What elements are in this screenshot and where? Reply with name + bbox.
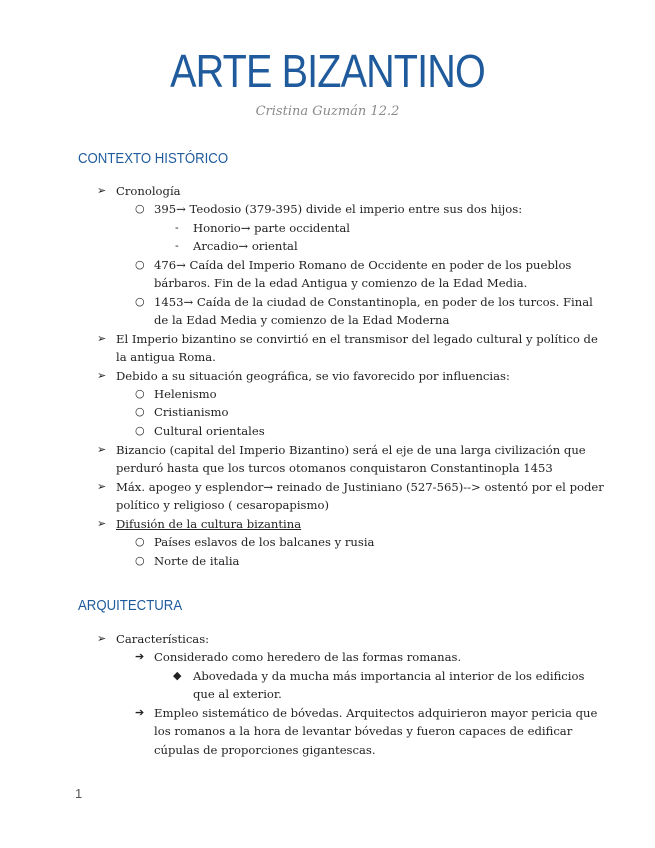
circle-bullet-icon: ○ [135,535,145,548]
arrowhead-bullet-icon: ➢ [97,517,107,530]
circle-bullet-icon: ○ [135,405,145,418]
list-item: Características: [116,632,210,646]
list-item: Arcadio→ oriental [193,239,298,253]
circle-bullet-icon: ○ [135,202,145,215]
list-item: Empleo sistemático de bóvedas. Arquitectos adquirieron mayor pericia que [154,706,598,720]
arrowhead-bullet-icon: ➢ [97,369,107,382]
list-item: Cristianismo [154,405,229,419]
list-item: Helenismo [154,387,217,401]
circle-bullet-icon: ○ [135,295,145,308]
arrowhead-bullet-icon: ➢ [97,332,107,345]
circle-bullet-icon: ○ [135,424,145,437]
dash-bullet-icon: - [175,239,179,252]
document-subtitle: Cristina Guzmán 12.2 [255,104,400,119]
list-item-continuation: bárbaros. Fin de la edad Antigua y comienzo de la Edad Media. [154,276,528,290]
list-item-continuation: cúpulas de proporciones gigantescas. [154,743,376,757]
circle-bullet-icon: ○ [135,387,145,400]
section-heading-arquitectura: ARQUITECTURA [78,597,183,614]
list-item: Máx. apogeo y esplendor→ reinado de Justiniano (527-565)--> ostentó por el poder [116,480,604,494]
list-item: 395→ Teodosio (379-395) divide el imperio entre sus dos hijos: [154,202,523,216]
list-item-continuation: los romanos a la hora de levantar bóvedas y fueron capaces de edificar [154,724,573,738]
list-item: Norte de italia [154,554,240,568]
arrowhead-bullet-icon: ➢ [97,480,107,493]
arrow-bullet-icon: ➔ [135,650,145,663]
circle-bullet-icon: ○ [135,554,145,567]
list-item-underlined: Difusión de la cultura bizantina [116,517,302,531]
document-title: ARTE BIZANTINO [170,45,485,97]
list-item: Honorio→ parte occidental [193,221,350,235]
list-item: Cronología [116,184,181,198]
list-item-continuation: político y religioso ( cesaropapismo) [116,498,329,512]
list-item: 1453→ Caída de la ciudad de Constantinopla, en poder de los turcos. Final [154,295,593,309]
list-item-continuation: que al exterior. [193,687,282,701]
page-number: 1 [75,786,83,801]
list-item: El Imperio bizantino se convirtió en el transmisor del legado cultural y político de [116,332,598,346]
list-item-continuation: de la Edad Media y comienzo de la Edad Moderna [154,313,450,327]
dash-bullet-icon: - [175,221,179,234]
list-item: Bizancio (capital del Imperio Bizantino) será el eje de una larga civilización que [116,443,586,457]
circle-bullet-icon: ○ [135,258,145,271]
list-item: Considerado como heredero de las formas romanas. [154,650,462,664]
arrowhead-bullet-icon: ➢ [97,443,107,456]
arrow-bullet-icon: ➔ [135,706,145,719]
arrowhead-bullet-icon: ➢ [97,184,107,197]
list-item: Debido a su situación geográfica, se vio favorecido por influencias: [116,369,510,383]
section-heading-contexto: CONTEXTO HISTÓRICO [78,150,229,167]
list-item-continuation: la antigua Roma. [116,350,216,364]
list-item-continuation: perduró hasta que los turcos otomanos conquistaron Constantinopla 1453 [116,461,553,475]
list-item: Cultural orientales [154,424,265,438]
list-item: Países eslavos de los balcanes y rusia [154,535,375,549]
list-item: 476→ Caída del Imperio Romano de Occidente en poder de los pueblos [154,258,572,272]
list-item: Abovedada y da mucha más importancia al interior de los edificios [193,669,585,683]
arrowhead-bullet-icon: ➢ [97,632,107,645]
diamond-bullet-icon: ◆ [173,669,182,682]
